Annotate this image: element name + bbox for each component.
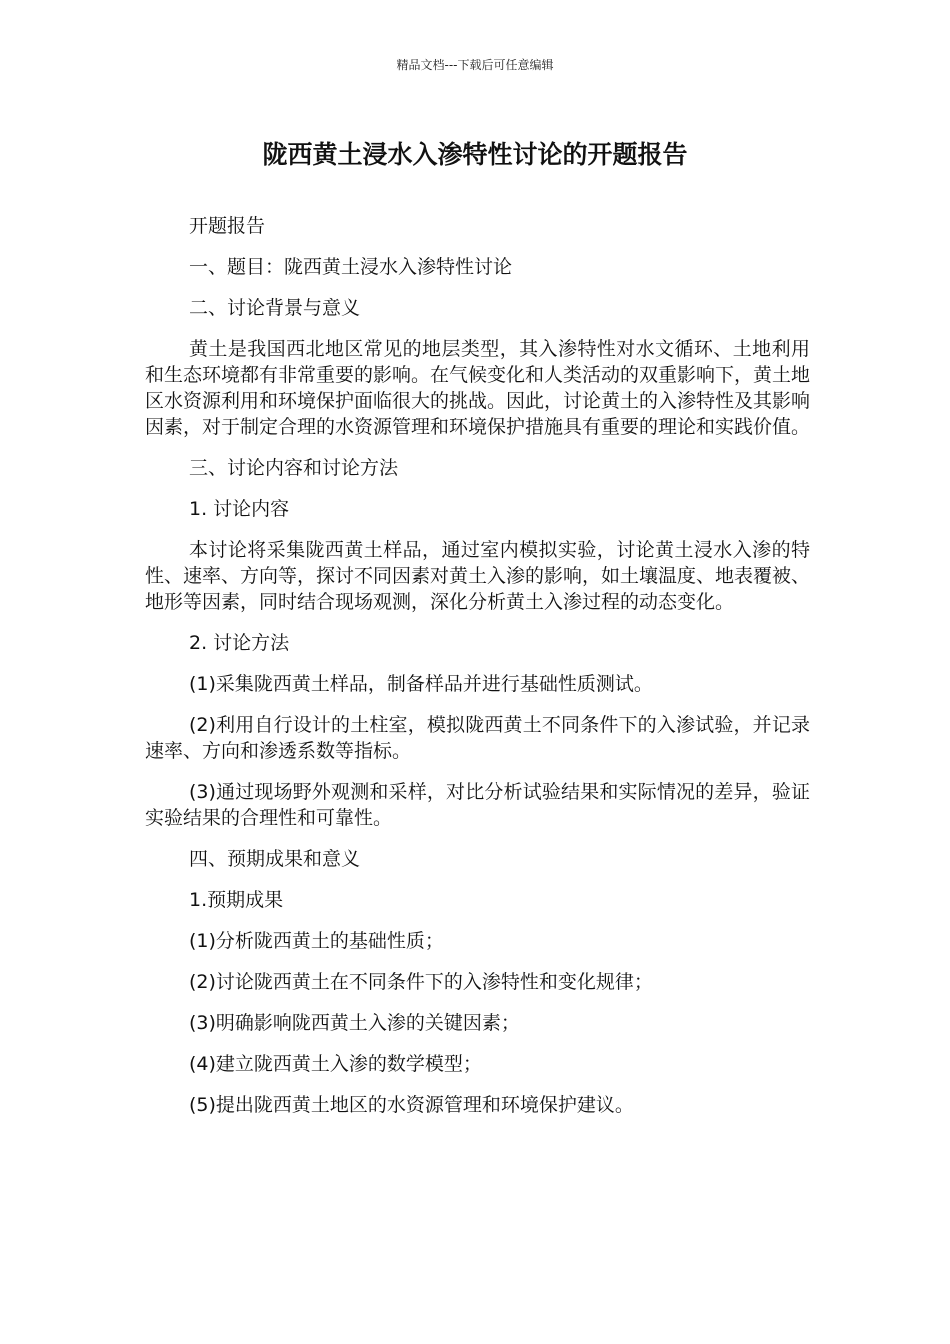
subheading-methods: 2. 讨论方法 [189, 632, 290, 654]
paragraph-background: 黄土是我国西北地区常见的地层类型，其入渗特性对水文循环、土地利用和生态环境都有非常重要的影响。在气候变化和人类活动的双重影响下，黄土地区水资源利用和环境保护面临很大的挑战。因此，讨论黄土的入渗特性及其影响因素，对于制定合理的水资源管理和环境保护措施具有重要的理论和实践价值。 [145, 338, 811, 438]
method-item-3: (3)通过现场野外观测和采样，对比分析试验结果和实际情况的差异，验证实验结果的合理性和可靠性。 [145, 781, 810, 829]
method-item-2: (2)利用自行设计的土柱室，模拟陇西黄土不同条件下的入渗试验，并记录速率、方向和渗透系数等指标。 [145, 714, 810, 762]
result-item-2: (2)讨论陇西黄土在不同条件下的入渗特性和变化规律； [189, 971, 653, 993]
section-heading-background: 二、讨论背景与意义 [189, 297, 361, 319]
header-note: 精品文档---下载后可任意编辑 [396, 58, 554, 72]
subheading-content: 1. 讨论内容 [189, 498, 290, 520]
document-body [145, 213, 810, 1133]
result-item-3: (3)明确影响陇西黄土入渗的关键因素； [189, 1012, 520, 1034]
paragraph-content: 本讨论将采集陇西黄土样品，通过室内模拟实验，讨论黄土浸水入渗的特性、速率、方向等，探讨不同因素对黄土入渗的影响，如土壤温度、地表覆被、地形等因素，同时结合现场观测，深化分析黄土入渗过程的动态变化。 [145, 539, 811, 613]
section-heading-expected-results: 四、预期成果和意义 [189, 848, 361, 870]
result-item-5: (5)提出陇西黄土地区的水资源管理和环境保护建议。 [189, 1094, 634, 1116]
result-item-4: (4)建立陇西黄土入渗的数学模型； [189, 1053, 482, 1075]
paragraph-report-label: 开题报告 [189, 215, 266, 237]
section-heading-content-methods: 三、讨论内容和讨论方法 [189, 457, 399, 479]
document-title: 陇西黄土浸水入渗特性讨论的开题报告 [262, 140, 688, 169]
method-item-1: (1)采集陇西黄土样品，制备样品并进行基础性质测试。 [189, 673, 653, 695]
subheading-expected-results: 1.预期成果 [189, 889, 284, 911]
result-item-1: (1)分析陇西黄土的基础性质； [189, 930, 444, 952]
section-topic: 一、题目：陇西黄土浸水入渗特性讨论 [189, 256, 513, 278]
